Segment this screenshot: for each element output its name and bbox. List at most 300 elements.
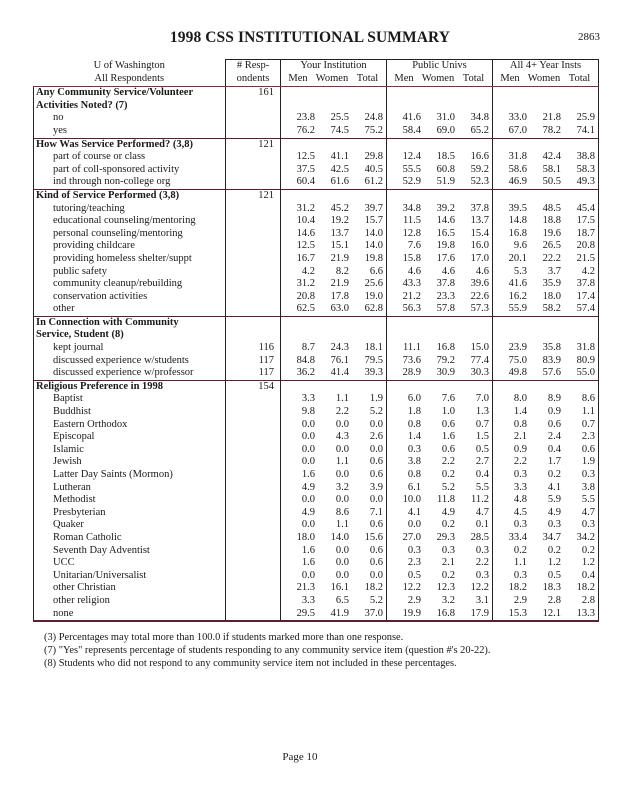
empty-cell: [527, 138, 561, 151]
value-your-institution-men: 36.2: [296, 367, 315, 379]
value-public-univs-women: 79.2: [436, 354, 455, 366]
value-public-univs-women: 51.9: [436, 176, 455, 188]
section-title: Any Community Service/Volunteer: [34, 87, 226, 100]
empty-cell: [315, 329, 349, 342]
section-header-row: [34, 329, 599, 342]
value-all-4yr-insts-men: 0.9: [513, 443, 527, 455]
value-your-institution-men: 0.0: [301, 519, 315, 531]
value-public-univs-total: 0.1: [455, 519, 493, 532]
section-title: Activities Noted? (7): [34, 100, 226, 113]
value-public-univs-women: 11.8: [437, 494, 455, 506]
value-public-univs-women: 0.2: [441, 469, 455, 480]
empty-cell: [455, 138, 493, 151]
table-row: [34, 608, 599, 622]
row-respondents: [226, 444, 281, 457]
footnote-8: (8) Students who did not respond to any community service item not included in these percentages.: [44, 658, 457, 669]
value-all-4yr-insts-total: 2.8: [561, 595, 599, 608]
value-your-institution-women: 1.1: [335, 393, 349, 405]
empty-cell: [561, 100, 599, 113]
value-your-institution-total: 39.7: [349, 203, 387, 216]
subcol-total: Total: [455, 73, 493, 87]
value-all-4yr-insts-women: 18.8: [542, 215, 561, 227]
table-row: [34, 595, 599, 608]
value-public-univs-men: 2.9: [407, 594, 421, 606]
table-row: [34, 355, 599, 368]
value-all-4yr-insts-total: 58.3: [561, 164, 599, 177]
value-all-4yr-insts-men: 0.8: [513, 418, 527, 430]
empty-cell: [561, 189, 599, 202]
section-title: Religious Preference in 1998: [34, 380, 226, 393]
value-all-4yr-insts-total: 18.2: [561, 582, 599, 595]
value-all-4yr-insts-men: 41.6: [508, 278, 527, 290]
value-your-institution-total: 3.9: [349, 482, 387, 495]
value-your-institution-total: 18.2: [349, 582, 387, 595]
value-public-univs-men: 1.8: [407, 406, 421, 418]
value-your-institution-men: 0.0: [301, 494, 315, 506]
value-public-univs-women: 16.8: [436, 342, 455, 354]
value-all-4yr-insts-total: 2.3: [561, 431, 599, 444]
section-header-row: [34, 316, 599, 329]
table-row: [34, 176, 599, 189]
empty-cell: [281, 100, 316, 113]
value-all-4yr-insts-total: 5.5: [561, 494, 599, 507]
table-row: [34, 203, 599, 216]
value-all-4yr-insts-total: 25.9: [561, 112, 599, 125]
value-all-4yr-insts-women: 78.2: [542, 124, 561, 136]
value-all-4yr-insts-total: 37.8: [561, 278, 599, 291]
value-public-univs-women: 31.0: [436, 112, 455, 124]
value-all-4yr-insts-total: 31.8: [561, 342, 599, 355]
section-title: How Was Service Performed? (3,8): [34, 138, 226, 151]
empty-cell: [527, 87, 561, 100]
value-public-univs-men: 4.6: [407, 265, 421, 277]
empty-cell: [421, 189, 455, 202]
subcol-women: Women: [315, 73, 349, 87]
value-public-univs-women: 2.2: [441, 456, 455, 468]
row-respondents: 117: [226, 355, 281, 368]
value-public-univs-women: 12.3: [436, 582, 455, 594]
table-section: [34, 189, 599, 316]
section-header-row: [34, 189, 599, 202]
table-row: [34, 125, 599, 138]
value-public-univs-total: 0.4: [455, 469, 493, 482]
value-public-univs-men: 0.8: [407, 469, 421, 480]
value-public-univs-women: 0.2: [441, 519, 455, 531]
value-all-4yr-insts-women: 0.2: [547, 469, 561, 480]
row-respondents: [226, 469, 281, 482]
empty-cell: [281, 316, 316, 329]
row-respondents: [226, 203, 281, 216]
value-public-univs-men: 56.3: [402, 303, 421, 315]
row-label: none: [34, 608, 226, 622]
value-all-4yr-insts-total: 49.3: [561, 176, 599, 189]
value-public-univs-women: 69.0: [436, 124, 455, 136]
value-your-institution-women: 4.3: [335, 431, 349, 443]
value-your-institution-men: 3.3: [301, 393, 315, 405]
value-all-4yr-insts-men: 1.1: [513, 557, 527, 569]
empty-cell: [315, 380, 349, 393]
value-public-univs-total: 59.2: [455, 164, 493, 177]
value-all-4yr-insts-women: 42.4: [542, 151, 561, 163]
value-all-4yr-insts-men: 16.2: [508, 290, 527, 302]
empty-cell: [527, 316, 561, 329]
row-respondents: [226, 176, 281, 189]
value-your-institution-men: 76.2: [296, 124, 315, 136]
value-your-institution-women: 13.7: [330, 227, 349, 239]
value-all-4yr-insts-men: 2.2: [513, 456, 527, 468]
table-row: [34, 469, 599, 482]
value-your-institution-women: 21.9: [330, 278, 349, 290]
row-respondents: [226, 240, 281, 253]
row-respondents: [226, 253, 281, 266]
value-your-institution-men: 0.0: [301, 431, 315, 443]
value-all-4yr-insts-total: 3.8: [561, 482, 599, 495]
value-your-institution-women: 0.0: [335, 494, 349, 506]
empty-cell: [527, 329, 561, 342]
value-public-univs-total: 65.2: [455, 125, 493, 138]
value-your-institution-women: 0.0: [335, 469, 349, 480]
value-all-4yr-insts-men: 49.8: [508, 367, 527, 379]
row-respondents: 117: [226, 367, 281, 380]
value-public-univs-total: 7.0: [455, 393, 493, 406]
empty-cell: [455, 380, 493, 393]
row-label: other religion: [34, 595, 226, 608]
value-public-univs-men: 0.5: [407, 569, 421, 581]
empty-cell: [281, 87, 316, 100]
row-label: other: [34, 303, 226, 316]
empty-cell: [455, 189, 493, 202]
table-row: [34, 456, 599, 469]
row-respondents: [226, 482, 281, 495]
row-label: tutoring/teaching: [34, 203, 226, 216]
row-respondents: [226, 228, 281, 241]
value-all-4yr-insts-total: 0.3: [561, 469, 599, 482]
table-header-row-groups: [34, 60, 599, 73]
value-public-univs-men: 19.9: [387, 608, 422, 622]
section-header-row: [34, 87, 599, 100]
value-all-4yr-insts-men: 4.5: [513, 506, 527, 518]
institutional-summary-table: [33, 59, 599, 622]
value-public-univs-total: 3.1: [455, 595, 493, 608]
section-respondents: [226, 100, 281, 113]
value-public-univs-men: 12.2: [402, 582, 421, 594]
empty-cell: [349, 100, 387, 113]
row-respondents: [226, 570, 281, 583]
value-all-4yr-insts-women: 34.7: [542, 531, 561, 543]
table-row: [34, 342, 599, 355]
value-your-institution-women: 42.5: [330, 163, 349, 175]
empty-cell: [527, 189, 561, 202]
value-all-4yr-insts-men: 31.8: [508, 151, 527, 163]
value-public-univs-total: 15.4: [455, 228, 493, 241]
value-your-institution-men: 10.4: [296, 215, 315, 227]
value-public-univs-women: 19.8: [436, 240, 455, 252]
section-header-row: [34, 100, 599, 113]
empty-cell: [493, 138, 528, 151]
row-label: kept journal: [34, 342, 226, 355]
value-public-univs-total: 4.6: [455, 266, 493, 279]
value-all-4yr-insts-total: 18.7: [561, 228, 599, 241]
value-public-univs-men: 1.4: [407, 431, 421, 443]
value-public-univs-total: 16.0: [455, 240, 493, 253]
empty-cell: [387, 100, 422, 113]
value-your-institution-total: 0.6: [349, 469, 387, 482]
table-row: [34, 419, 599, 432]
value-public-univs-men: 7.6: [407, 240, 421, 252]
value-all-4yr-insts-women: 0.5: [547, 569, 561, 581]
empty-cell: [455, 100, 493, 113]
section-title: Service, Student (8): [34, 329, 226, 342]
value-public-univs-women: 2.1: [441, 557, 455, 569]
value-your-institution-men: 60.4: [296, 176, 315, 188]
value-public-univs-women: 16.8: [421, 608, 455, 622]
value-all-4yr-insts-men: 0.3: [513, 519, 527, 531]
value-public-univs-men: 12.8: [402, 227, 421, 239]
value-your-institution-total: 75.2: [349, 125, 387, 138]
empty-cell: [349, 189, 387, 202]
table-row: [34, 482, 599, 495]
empty-cell: [315, 189, 349, 202]
value-all-4yr-insts-total: 0.2: [561, 545, 599, 558]
empty-cell: [349, 87, 387, 100]
subcol-men: Men: [281, 73, 316, 87]
table-row: [34, 406, 599, 419]
value-public-univs-total: 17.9: [455, 608, 493, 622]
value-all-4yr-insts-women: 12.1: [527, 608, 561, 622]
value-all-4yr-insts-men: 15.3: [493, 608, 528, 622]
empty-cell: [493, 189, 528, 202]
value-all-4yr-insts-women: 1.7: [547, 456, 561, 468]
respondent-scope: All Respondents: [34, 73, 226, 87]
value-your-institution-total: 0.6: [349, 545, 387, 558]
value-your-institution-women: 74.5: [330, 124, 349, 136]
value-public-univs-total: 37.8: [455, 203, 493, 216]
row-label: Jewish: [34, 456, 226, 469]
value-all-4yr-insts-total: 38.8: [561, 151, 599, 164]
table-section: [34, 87, 599, 138]
value-your-institution-men: 12.5: [296, 240, 315, 252]
table-row: [34, 253, 599, 266]
footnote-3: (3) Percentages may total more than 100.0 if students marked more than one response.: [44, 632, 404, 643]
value-public-univs-men: 15.8: [402, 252, 421, 264]
value-your-institution-women: 41.4: [330, 367, 349, 379]
value-all-4yr-insts-women: 58.1: [542, 163, 561, 175]
subcol-total: Total: [349, 73, 387, 87]
value-your-institution-women: 76.1: [330, 354, 349, 366]
value-your-institution-women: 16.1: [330, 582, 349, 594]
empty-cell: [281, 138, 316, 151]
value-your-institution-women: 41.9: [315, 608, 349, 622]
value-all-4yr-insts-men: 0.2: [513, 544, 527, 556]
subcol-women: Women: [527, 73, 561, 87]
value-public-univs-total: 1.3: [455, 406, 493, 419]
value-your-institution-total: 0.6: [349, 557, 387, 570]
value-your-institution-total: 37.0: [349, 608, 387, 622]
value-public-univs-total: 15.0: [455, 342, 493, 355]
value-all-4yr-insts-women: 1.2: [547, 557, 561, 569]
row-respondents: 116: [226, 342, 281, 355]
table-row: [34, 545, 599, 558]
empty-cell: [387, 138, 422, 151]
value-your-institution-men: 8.7: [301, 342, 315, 354]
row-label: providing homeless shelter/suppt: [34, 253, 226, 266]
value-your-institution-women: 8.6: [335, 506, 349, 518]
group-header-all-4yr-insts: All 4+ Year Insts: [493, 60, 599, 73]
value-your-institution-women: 19.2: [330, 215, 349, 227]
document-id: 2863: [578, 31, 600, 43]
value-your-institution-women: 61.6: [330, 176, 349, 188]
empty-cell: [349, 380, 387, 393]
row-respondents: [226, 125, 281, 138]
value-public-univs-women: 1.6: [441, 431, 455, 443]
row-label: Presbyterian: [34, 507, 226, 520]
value-public-univs-total: 52.3: [455, 176, 493, 189]
table-row: [34, 494, 599, 507]
value-public-univs-men: 6.0: [407, 393, 421, 405]
value-all-4yr-insts-men: 46.9: [508, 176, 527, 188]
table-row: [34, 151, 599, 164]
value-all-4yr-insts-women: 0.9: [547, 406, 561, 418]
value-your-institution-total: 14.0: [349, 240, 387, 253]
value-all-4yr-insts-men: 58.6: [508, 163, 527, 175]
value-all-4yr-insts-total: 4.7: [561, 507, 599, 520]
table-row: [34, 393, 599, 406]
value-public-univs-total: 39.6: [455, 278, 493, 291]
row-respondents: [226, 519, 281, 532]
row-respondents: [226, 456, 281, 469]
page-title: 1998 CSS INSTITUTIONAL SUMMARY: [169, 29, 451, 46]
value-your-institution-total: 0.0: [349, 419, 387, 432]
value-public-univs-men: 41.6: [402, 112, 421, 124]
value-public-univs-women: 5.2: [441, 481, 455, 493]
value-public-univs-total: 13.7: [455, 215, 493, 228]
value-all-4yr-insts-total: 57.4: [561, 303, 599, 316]
value-all-4yr-insts-women: 5.9: [547, 494, 561, 506]
value-all-4yr-insts-men: 3.3: [513, 481, 527, 493]
value-all-4yr-insts-women: 50.5: [542, 176, 561, 188]
row-label: Unitarian/Universalist: [34, 570, 226, 583]
value-public-univs-total: 5.5: [455, 482, 493, 495]
row-label: personal counseling/mentoring: [34, 228, 226, 241]
value-your-institution-women: 3.2: [335, 481, 349, 493]
row-respondents: [226, 215, 281, 228]
value-your-institution-men: 31.2: [296, 278, 315, 290]
row-label: Baptist: [34, 393, 226, 406]
subcol-total: Total: [561, 73, 599, 87]
section-respondents: [226, 316, 281, 329]
value-your-institution-total: 24.8: [349, 112, 387, 125]
value-your-institution-total: 0.0: [349, 494, 387, 507]
empty-cell: [315, 87, 349, 100]
value-your-institution-total: 19.0: [349, 291, 387, 304]
value-public-univs-women: 1.0: [441, 406, 455, 418]
value-your-institution-total: 0.6: [349, 456, 387, 469]
value-all-4yr-insts-women: 18.3: [542, 582, 561, 594]
value-public-univs-women: 17.6: [436, 252, 455, 264]
value-all-4yr-insts-total: 21.5: [561, 253, 599, 266]
empty-cell: [421, 100, 455, 113]
value-your-institution-men: 12.5: [296, 151, 315, 163]
row-respondents: [226, 278, 281, 291]
value-all-4yr-insts-men: 0.3: [513, 469, 527, 480]
value-your-institution-men: 1.6: [301, 557, 315, 569]
value-all-4yr-insts-women: 0.6: [547, 418, 561, 430]
row-label: educational counseling/mentoring: [34, 215, 226, 228]
value-your-institution-men: 9.8: [301, 406, 315, 418]
section-respondents: 154: [226, 380, 281, 393]
row-label: part of course or class: [34, 151, 226, 164]
value-all-4yr-insts-women: 18.0: [542, 290, 561, 302]
value-all-4yr-insts-men: 33.0: [508, 112, 527, 124]
section-title: In Connection with Community: [34, 316, 226, 329]
table-row: [34, 164, 599, 177]
subcol-men: Men: [493, 73, 528, 87]
row-label: Buddhist: [34, 406, 226, 419]
empty-cell: [493, 87, 528, 100]
value-your-institution-women: 0.0: [335, 557, 349, 569]
row-label: discussed experience w/students: [34, 355, 226, 368]
empty-cell: [493, 316, 528, 329]
value-public-univs-men: 11.5: [403, 215, 421, 227]
value-public-univs-women: 7.6: [441, 393, 455, 405]
empty-cell: [561, 138, 599, 151]
value-public-univs-women: 23.3: [436, 290, 455, 302]
table-row: [34, 570, 599, 583]
row-label: ind through non-college org: [34, 176, 226, 189]
value-public-univs-men: 2.3: [407, 557, 421, 569]
value-your-institution-women: 45.2: [330, 202, 349, 214]
value-all-4yr-insts-total: 13.3: [561, 608, 599, 622]
value-all-4yr-insts-women: 21.8: [542, 112, 561, 124]
value-your-institution-total: 7.1: [349, 507, 387, 520]
empty-cell: [387, 380, 422, 393]
respondents-header-line2: ondents: [226, 73, 281, 87]
section-respondents: 161: [226, 87, 281, 100]
row-respondents: [226, 595, 281, 608]
table-section: [34, 138, 599, 189]
value-your-institution-total: 2.6: [349, 431, 387, 444]
table-row: [34, 582, 599, 595]
empty-cell: [561, 87, 599, 100]
value-public-univs-total: 2.7: [455, 456, 493, 469]
value-all-4yr-insts-women: 0.2: [547, 544, 561, 556]
section-header-row: [34, 380, 599, 393]
value-your-institution-total: 61.2: [349, 176, 387, 189]
value-public-univs-total: 11.2: [455, 494, 493, 507]
row-respondents: [226, 545, 281, 558]
row-label: part of coll-sponsored activity: [34, 164, 226, 177]
value-public-univs-women: 37.8: [436, 278, 455, 290]
value-public-univs-total: 0.3: [455, 545, 493, 558]
value-your-institution-men: 18.0: [296, 531, 315, 543]
value-your-institution-total: 15.6: [349, 532, 387, 545]
table-row: [34, 278, 599, 291]
value-your-institution-women: 21.9: [330, 252, 349, 264]
value-public-univs-men: 0.3: [407, 443, 421, 455]
footnote-7: (7) "Yes" represents percentage of students responding to any community service item (question #'s 20-22).: [44, 645, 491, 656]
row-label: community cleanup/rebuilding: [34, 278, 226, 291]
value-public-univs-total: 2.2: [455, 557, 493, 570]
value-your-institution-men: 16.7: [296, 252, 315, 264]
value-public-univs-women: 0.3: [441, 544, 455, 556]
empty-cell: [421, 329, 455, 342]
table-row: [34, 507, 599, 520]
value-your-institution-men: 0.0: [301, 456, 315, 468]
empty-cell: [421, 138, 455, 151]
institution-name: U of Washington: [93, 59, 165, 71]
value-all-4yr-insts-women: 4.1: [547, 481, 561, 493]
value-your-institution-men: 3.3: [301, 594, 315, 606]
